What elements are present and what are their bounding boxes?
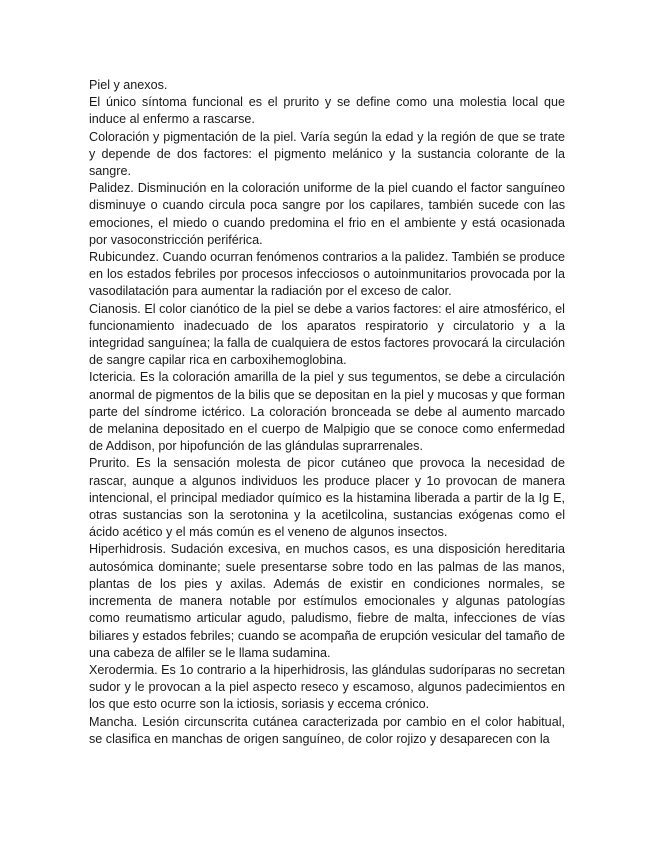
section-heading: Piel y anexos. — [89, 78, 168, 92]
paragraph-coloracion: Coloración y pigmentación de la piel. Varía según la edad y la región de que se trate y depende de dos factores: el pigmento melánico y la sustancia colorante de la sangre. — [89, 129, 565, 179]
paragraph-mancha: Mancha. Lesión circunscrita cutánea caracterizada por cambio en el color habitual, se clasifica en manchas de origen sanguíneo, de color rojizo y desaparecen con la — [89, 714, 565, 746]
document-page — [89, 77, 565, 748]
paragraph-cianosis: Cianosis. El color cianótico de la piel se debe a varios factores: el aire atmosférico, el funcionamiento inadecuado de los aparatos respiratorio y circulatorio y a la integridad sanguínea; la falla de cualquiera de estos factores provocará la circulación de sangre capilar rica en carboxihemoglobina. — [89, 301, 565, 368]
paragraph-xerodermia: Xerodermia. Es 1o contrario a la hiperhidrosis, las glándulas sudoríparas no secretan sudor y le provocan a la piel aspecto reseco y escamoso, algunos padecimientos en los que esto ocurre son la ictiosis, soriasis y eccema crónico. — [89, 662, 565, 712]
paragraph-rubicundez: Rubicundez. Cuando ocurran fenómenos contrarios a la palidez. También se produce en los estados febriles por procesos infecciosos o autoinmunitarios provocada por la vasodilatación para aumentar la radiación por el exceso de calor. — [89, 250, 565, 299]
paragraph-prurito: Prurito. Es la sensación molesta de picor cutáneo que provoca la necesidad de rascar, aunque a algunos individuos les produce placer y 1o provocan de manera intencional, el principal mediador químico es la histamina liberada a partir de la Ig E, otras sustancias son la serotonina y la acetilcolina, sustancias exógenas como el ácido acético y el más común es el veneno de algunos insectos. — [89, 456, 565, 540]
paragraph-hiperhidrosis: Hiperhidrosis. Sudación excesiva, en muchos casos, es una disposición hereditaria autosómica dominante; suele presentarse sobre todo en las palmas de las manos, plantas de los pies y axilas. Además de existir en condiciones normales, se incrementa de manera notable por estímulos emocionales y algunas patologías como reumatismo articular agudo, paludismo, fiebre de malta, infecciones de vías biliares y estados febriles; cuando se acompaña de erupción vesicular del tamaño de una cabeza de alfiler se le llama sudamina. — [89, 542, 565, 660]
paragraph-intro: El único síntoma funcional es el prurito y se define como una molestia local que induce al enfermo a rascarse. — [89, 95, 565, 127]
paragraph-ictericia: Ictericia. Es la coloración amarilla de la piel y sus tegumentos, se debe a circulación anormal de pigmentos de la bilis que se depositan en la piel y mucosas y que forman parte del síndrome ictérico. La coloración bronceada se debe al aumento marcado de melanina depositado en el cuerpo de Malpigio que se conoce como enfermedad de Addison, por hipofunción de las glándulas suprarrenales. — [89, 370, 565, 454]
paragraph-palidez: Palidez. Disminución en la coloración uniforme de la piel cuando el factor sanguíneo disminuye o cuando circula poca sangre por los capilares, también sucede con las emociones, el miedo o cuando predomina el frio en el ambiente y está ocasionada por vasoconstricción periférica. — [89, 181, 565, 247]
